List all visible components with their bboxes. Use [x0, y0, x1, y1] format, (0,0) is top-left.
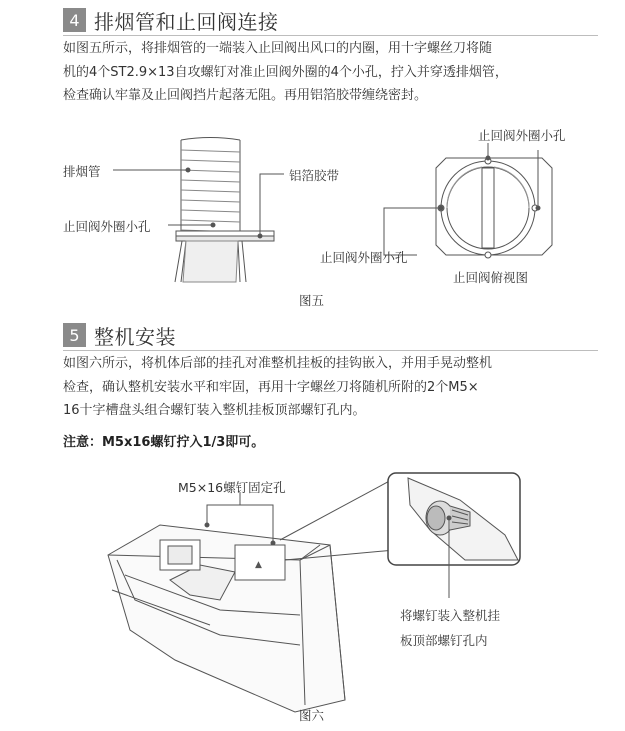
section-4-number: 4	[63, 8, 86, 32]
range-hood-illustration	[108, 525, 345, 712]
section-4-line-3: 检查确认牢靠及止回阀挡片起落无阻。再用铝箔胶带缠绕密封。	[63, 88, 428, 103]
label-exhaust-pipe: 排烟管	[63, 164, 101, 179]
section-5-number: 5	[63, 323, 86, 347]
section-5-line-3: 16十字槽盘头组合螺钉装入整机挂板顶部螺钉孔内。	[63, 403, 366, 418]
section-5-note: 注意：M5x16螺钉拧入1/3即可。	[63, 435, 265, 450]
svg-text:▲: ▲	[255, 560, 262, 570]
label-install-screw-line-2: 板顶部螺钉孔内	[400, 633, 488, 648]
label-install-screw-line-1: 将螺钉装入整机挂	[400, 608, 501, 623]
section-4-title: 排烟管和止回阀连接	[94, 9, 279, 34]
section-5-title: 整机安装	[94, 324, 176, 349]
label-valve-hole-top: 止回阀外圈小孔	[478, 128, 566, 143]
screw-detail-illustration	[388, 473, 520, 565]
label-screw-fixing-holes: M5×16螺钉固定孔	[178, 480, 286, 495]
label-aluminum-tape: 铝箔胶带	[289, 168, 340, 183]
figure-5-caption: 图五	[299, 293, 325, 308]
label-valve-top-view: 止回阀俯视图	[453, 270, 529, 285]
section-4-line-1: 如图五所示，将排烟管的一端装入止回阀出风口的内圈，用十字螺丝刀将随	[63, 41, 493, 56]
section-4-line-2: 机的4个ST2.9×13自攻螺钉对准止回阀外圈的4个小孔，拧入并穿透排烟管，	[63, 64, 508, 80]
section-5-line-1: 如图六所示，将机体后部的挂孔对准整机挂板的挂钩嵌入，并用手晃动整机	[63, 356, 493, 371]
label-valve-hole-bottom: 止回阀外圈小孔	[320, 250, 408, 265]
section-5-line-2: 检查，确认整机安装水平和牢固，再用十字螺丝刀将随机所附的2个M5×	[63, 379, 479, 395]
figure-6-caption: 图六	[299, 708, 325, 723]
label-valve-hole-left: 止回阀外圈小孔	[63, 219, 151, 234]
